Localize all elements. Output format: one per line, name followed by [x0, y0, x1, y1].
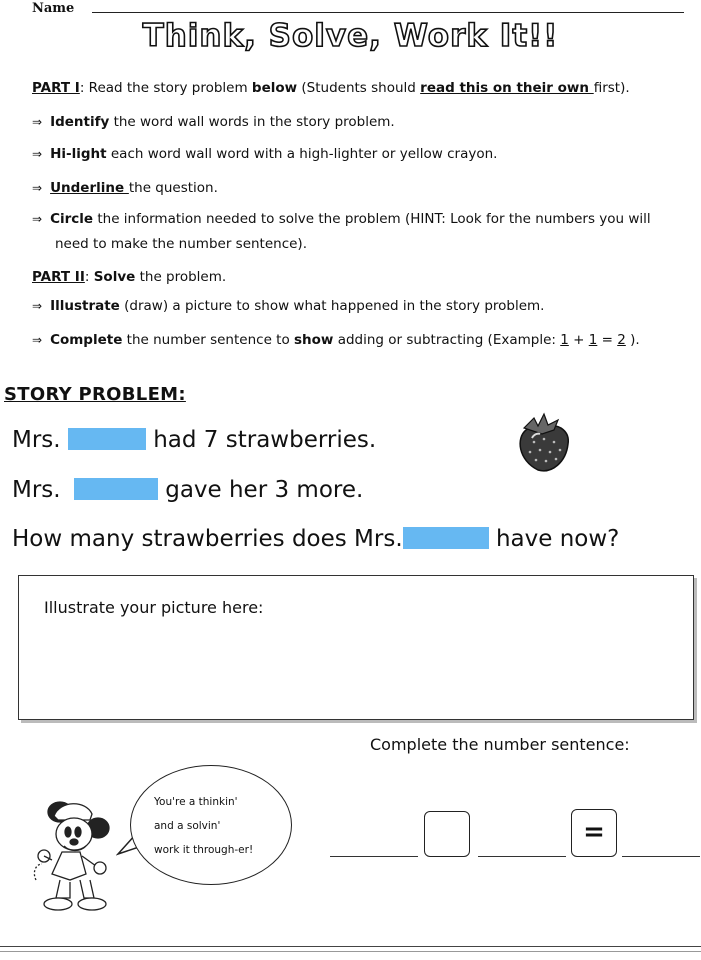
complete-show: show [294, 332, 334, 348]
part2-solve: Solve [93, 269, 136, 285]
arrow-icon: ⇒ [32, 147, 43, 161]
circle-text: the information needed to solve the problem (HINT: Look for the numbers you will [93, 211, 651, 227]
number-sentence-label: Complete the number sentence: [370, 735, 630, 754]
example-num-2: 1 [588, 332, 598, 348]
part2-intro-text: the problem. [135, 269, 227, 285]
example-equals: = [597, 332, 618, 348]
illustrate-text: (draw) a picture to show what happened in the story problem. [119, 298, 545, 314]
story-line-2 [12, 476, 363, 504]
bottom-rule-2 [0, 951, 701, 952]
part2-intro [32, 268, 226, 286]
part2-label: PART II [32, 269, 85, 285]
name-label: Name [32, 1, 75, 16]
worksheet-title: Think, Solve, Work It!! [142, 18, 559, 54]
hilight-keyword: Hi-light [50, 146, 107, 162]
equals-box: = [571, 809, 617, 857]
instruction-circle [32, 210, 651, 228]
illustrate-keyword: Illustrate [50, 298, 120, 314]
bottom-rule [0, 946, 701, 947]
example-plus: + [568, 332, 589, 348]
story-line-1 [12, 426, 376, 454]
story-line-2-a: Mrs. [12, 477, 68, 503]
part1-intro-text2: (Students should [297, 80, 421, 96]
story-line-1-a: Mrs. [12, 427, 68, 453]
instruction-complete [32, 331, 640, 349]
story-line-2-b: gave her 3 more. [157, 477, 364, 503]
story-line-3 [12, 525, 619, 553]
operator-box[interactable] [424, 811, 470, 857]
part1-intro-read-own: read this on their own [420, 80, 594, 96]
bubble-line-2: and a solvin' [154, 820, 221, 832]
story-line-3-b: have now? [488, 526, 620, 552]
number-blank-answer[interactable] [622, 856, 700, 857]
speech-bubble-text [154, 790, 253, 862]
illustration-area[interactable] [18, 575, 694, 720]
instruction-identify [32, 113, 395, 131]
part1-intro-text: : Read the story problem [79, 80, 252, 96]
example-num-3: 2 [617, 332, 626, 348]
story-line-3-a: How many strawberries does Mrs. [12, 526, 403, 552]
name-line[interactable] [92, 12, 684, 13]
example-end: ). [625, 332, 640, 348]
part1-intro-below: below [251, 80, 298, 96]
part1-intro [32, 79, 630, 97]
number-blank-2[interactable] [478, 856, 566, 857]
redacted-name [68, 428, 146, 450]
instruction-hilight [32, 145, 497, 163]
part2-colon: : [84, 269, 94, 285]
circle-keyword: Circle [50, 211, 94, 227]
instruction-illustrate [32, 297, 544, 315]
arrow-icon: ⇒ [32, 299, 43, 313]
arrow-icon: ⇒ [32, 115, 43, 129]
part1-label: PART I [32, 80, 80, 96]
example-num-1: 1 [560, 332, 569, 348]
instruction-circle-cont: need to make the number sentence). [55, 236, 307, 252]
hilight-text: each word wall word with a high-lighter or yellow crayon. [106, 146, 498, 162]
story-line-1-b: had 7 strawberries. [145, 427, 377, 453]
redacted-name [403, 527, 489, 549]
redacted-name [74, 478, 158, 500]
strawberry-icon [512, 408, 574, 474]
underline-keyword: Underline [50, 180, 129, 196]
instruction-underline [32, 179, 218, 197]
cartoon-mouse-icon [30, 790, 130, 915]
bubble-line-3: work it through-er! [154, 844, 254, 856]
underline-text: the question. [128, 180, 218, 196]
complete-keyword: Complete [50, 332, 123, 348]
part1-intro-text3: first). [593, 80, 630, 96]
identify-text: the word wall words in the story problem. [109, 114, 395, 130]
bubble-line-1: You're a thinkin' [154, 796, 238, 808]
number-blank-1[interactable] [330, 856, 418, 857]
arrow-icon: ⇒ [32, 181, 43, 195]
arrow-icon: ⇒ [32, 333, 43, 347]
arrow-icon: ⇒ [32, 212, 43, 226]
illustration-label: Illustrate your picture here: [44, 598, 264, 617]
identify-keyword: Identify [50, 114, 110, 130]
complete-text2: adding or subtracting (Example: [333, 332, 561, 348]
story-problem-heading: STORY PROBLEM: [4, 384, 186, 405]
complete-text: the number sentence to [122, 332, 295, 348]
